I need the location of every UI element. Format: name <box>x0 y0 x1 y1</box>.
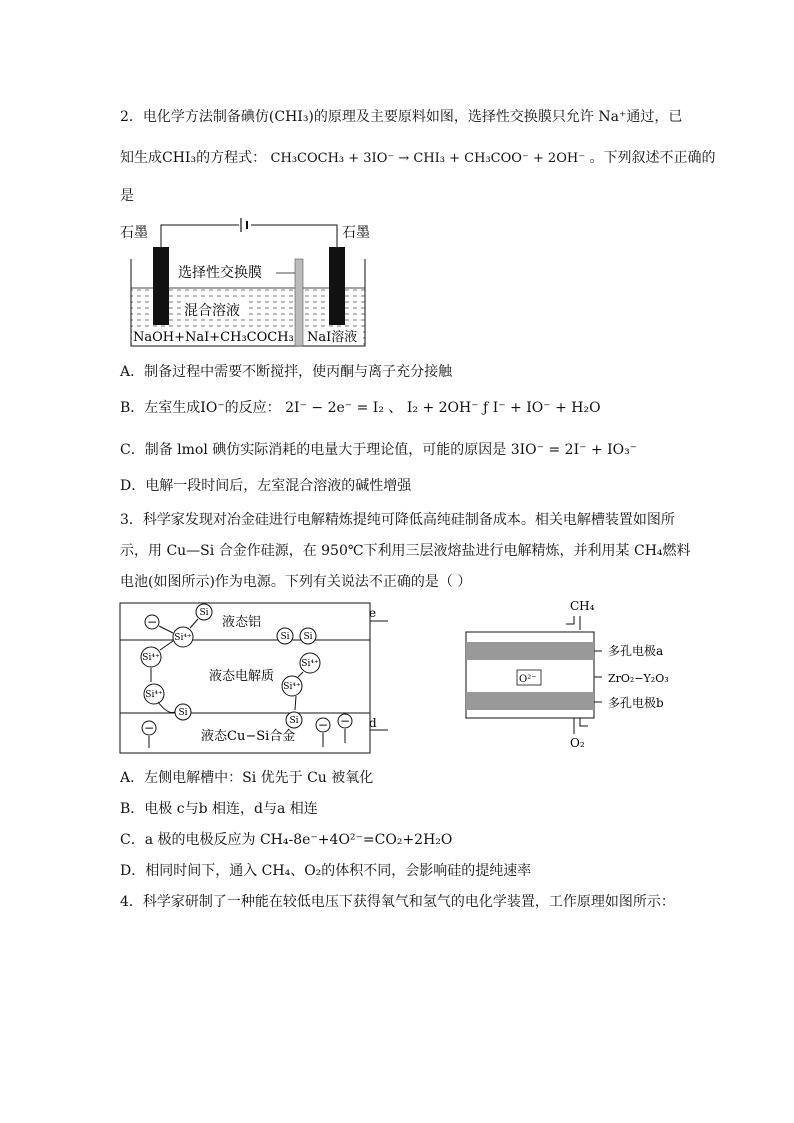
si-1: Si <box>199 608 209 618</box>
q3-option-c: C．a 极的电极反应为 CH₄-8e⁻+4O²⁻=CO₂+2H₂O <box>120 832 453 848</box>
electron-4: − <box>339 714 351 728</box>
si-5: Si <box>289 716 299 726</box>
si4-1: Si⁴⁺ <box>174 633 192 643</box>
q3-electrolytic-cell <box>118 600 393 760</box>
electrode-a-label: 多孔电极a <box>608 644 664 658</box>
electrolyte-label: ZrO₂−Y₂O₃ <box>608 672 669 685</box>
si4-4: Si⁴⁺ <box>283 682 301 692</box>
si4-5: Si⁴⁺ <box>145 690 163 700</box>
oxide-ion-label: O²⁻ <box>519 674 537 685</box>
si4-3: Si⁴⁺ <box>301 659 319 669</box>
q2-option-b: B．左室生成IO⁻的反应： 2I⁻ − 2e⁻ = I₂ 、 I₂ + 2OH⁻ ƒ I⁻ + IO⁻ + H₂O <box>120 400 601 416</box>
left-electrode-label: 石墨 <box>120 225 148 241</box>
si-2: Si <box>280 632 290 642</box>
q2-line1: 2．电化学方法制备碘仿(CHI₃)的原理及主要原料如图，选择性交换膜只允许 Na⁺通过，已 <box>120 109 683 125</box>
q3-option-d: D．相同时间下，通入 CH₄、O₂的体积不同，会影响硅的提纯速率 <box>120 863 532 879</box>
electron-3: − <box>317 718 329 732</box>
q2-line2-text-a: 知生成CHI₃的方程式： <box>120 150 267 166</box>
q3-option-a: A．左侧电解槽中：Si 优先于 Cu 被氧化 <box>120 770 374 786</box>
mixed-solution-label: 混合溶液 <box>184 303 240 319</box>
q3-fuel-cell <box>462 598 702 753</box>
electron-1: − <box>146 615 158 629</box>
q2-line3: 是 <box>120 188 134 204</box>
ch4-inlet-label: CH₄ <box>570 599 595 613</box>
q3-line1: 3．科学家发现对冶金硅进行电解精炼提纯可降低高纯硅制备成本。相关电解槽装置如图所 <box>120 512 675 528</box>
right-solution-label: NaI溶液 <box>307 330 358 345</box>
si-3: Si <box>303 632 313 642</box>
q3-option-b: B．电极 c与b 相连，d与a 相连 <box>120 801 318 817</box>
q2-line2 <box>120 148 716 169</box>
q2-option-a: A．制备过程中需要不断搅拌，使丙酮与离子充分接触 <box>120 364 453 380</box>
q2-option-d: D．电解一段时间后，左室混合溶液的碱性增强 <box>120 478 412 494</box>
si-4: Si <box>178 708 188 718</box>
right-electrode-label: 石墨 <box>342 225 370 241</box>
q2-equation: CH₃COCH₃ + 3IO⁻ → CHI₃ + CH₃COO⁻ + 2OH⁻ <box>270 151 586 166</box>
q3-line3: 电池(如图所示)作为电源。下列有关说法不正确的是（ ） <box>120 574 472 590</box>
right-graphite-electrode <box>329 247 345 325</box>
liquid-cu-si-alloy-label: 液态Cu−Si合金 <box>201 729 296 744</box>
q2-option-c: C．制备 lmol 碘仿实际消耗的电量大于理论值，可能的原因是 3IO⁻ = 2I⁻ + IO₃⁻ <box>120 442 638 458</box>
electrode-e-label: e <box>369 606 377 620</box>
liquid-aluminum-label: 液态铝 <box>222 615 262 630</box>
q4-line1: 4．科学家研制了一种能在较低电压下获得氧气和氢气的电化学装置，工作原理如图所示： <box>120 894 675 910</box>
electrode-b-label: 多孔电极b <box>608 696 664 710</box>
o2-outlet-label: O₂ <box>570 736 585 750</box>
electron-2: − <box>143 721 155 735</box>
left-solution-label: NaOH+NaI+CH₃COCH₃ <box>133 330 294 345</box>
membrane <box>295 259 303 346</box>
si4-2: Si⁴⁺ <box>142 653 160 663</box>
left-graphite-electrode <box>153 247 169 325</box>
q2-line2-text-b: 。下列叙述不正确的 <box>589 150 716 166</box>
liquid-electrolyte-label: 液态电解质 <box>209 669 275 684</box>
membrane-label: 选择性交换膜 <box>178 265 262 281</box>
porous-electrode-b <box>466 692 594 710</box>
q3-line2: 示，用 Cu—Si 合金作硅源，在 950℃下利用三层液熔盐进行电解精炼，并利用某 CH₄燃料 <box>120 543 691 559</box>
electrode-d-label: d <box>369 716 377 730</box>
porous-electrode-a <box>466 642 594 660</box>
q2-electrolysis-diagram <box>120 215 380 350</box>
